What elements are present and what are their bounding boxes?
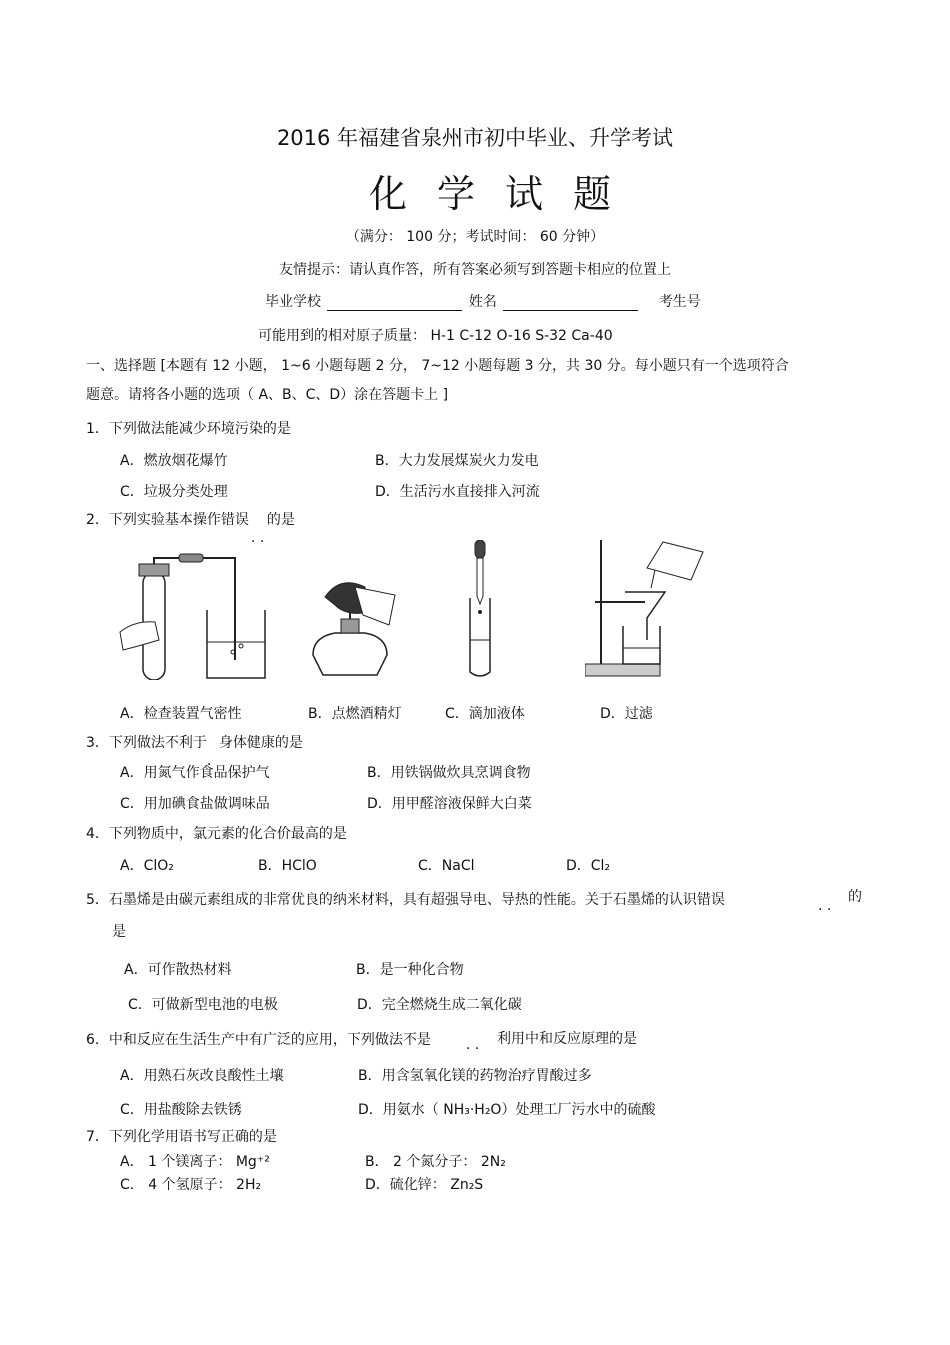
q7-option-a[interactable]: A． 1 个镁离子： Mg⁺² xyxy=(120,1154,270,1170)
q1-stem: 1．下列做法能减少环境污染的是 xyxy=(86,421,291,437)
q3-option-c[interactable]: C．用加碘食盐做调味品 xyxy=(120,796,270,812)
q4-option-c[interactable]: C．NaCl xyxy=(418,858,475,874)
subject-title: 化学试题 xyxy=(368,172,641,216)
q5-option-b[interactable]: B．是一种化合物 xyxy=(356,962,464,978)
q6-option-c[interactable]: C．用盐酸除去铁锈 xyxy=(120,1102,242,1118)
apparatus-filtration-image xyxy=(585,540,715,680)
q2-stem-text: 2．下列实验基本操作错误 xyxy=(86,512,249,528)
q3-stem-text: 3．下列做法不利于 xyxy=(86,735,207,751)
q5-option-a[interactable]: A．可作散热材料 xyxy=(124,962,232,978)
section-heading-line1: 一、选择题 [本题有 12 小题， 1~6 小题每题 2 分， 7~12 小题每题 3 分，共 30 分。每小题只有一个选项符合 xyxy=(86,358,789,374)
q4-option-d[interactable]: D．Cl₂ xyxy=(566,858,611,874)
q4-option-b[interactable]: B．HClO xyxy=(258,858,317,874)
q4-stem: 4．下列物质中，氯元素的化合价最高的是 xyxy=(86,826,347,842)
apparatus-airtightness-image xyxy=(115,550,270,680)
q7-stem: 7．下列化学用语书写正确的是 xyxy=(86,1129,277,1145)
q3-option-d[interactable]: D．用甲醛溶液保鲜大白菜 xyxy=(367,796,532,812)
q2-option-b[interactable]: B．点燃酒精灯 xyxy=(308,706,402,722)
q6-option-a[interactable]: A．用熟石灰改良酸性土壤 xyxy=(120,1068,284,1084)
school-field[interactable] xyxy=(327,296,462,311)
q1-option-c[interactable]: C．垃圾分类处理 xyxy=(120,484,228,500)
q2-option-a[interactable]: A．检查装置气密性 xyxy=(120,706,242,722)
q6-option-b[interactable]: B．用含氢氧化镁的药物治疗胃酸过多 xyxy=(358,1068,592,1084)
q6-stem: 6．中和反应在生活生产中有广泛的应用，下列做法不是 xyxy=(86,1032,431,1048)
q7-option-b[interactable]: B． 2 个氮分子： 2N₂ xyxy=(365,1154,506,1170)
q3-option-a[interactable]: A．用氮气作食品保护气 xyxy=(120,765,270,781)
q1-option-b[interactable]: B．大力发展煤炭火力发电 xyxy=(375,453,539,469)
q1-option-a[interactable]: A．燃放烟花爆竹 xyxy=(120,453,228,469)
school-label: 毕业学校 xyxy=(265,294,321,310)
q5-stem-end: 的 xyxy=(848,889,862,905)
exam-info: （满分： 100 分；考试时间： 60 分钟） xyxy=(345,229,605,245)
exam-no-label: 考生号 xyxy=(658,294,701,310)
name-field[interactable] xyxy=(503,296,638,311)
q3-stem: 3．下列做法不利于 . 身体健康的是 xyxy=(86,735,303,769)
q7-option-d[interactable]: D．硫化锌： Zn₂S xyxy=(365,1177,484,1193)
q3-stem-end: 身体健康的是 xyxy=(218,735,303,751)
q4-option-a[interactable]: A．ClO₂ xyxy=(120,858,174,874)
q6-option-d[interactable]: D．用氨水（ NH₃·H₂O）处理工厂污水中的硫酸 xyxy=(358,1102,656,1118)
apparatus-alcohol-lamp-image xyxy=(305,575,400,680)
section-heading-line2: 题意。请将各小题的选项（ A、B、C、D）涂在答题卡上 ] xyxy=(86,387,449,403)
friendly-tip: 友情提示：请认真作答，所有答案必须写到答题卡相应的位置上 xyxy=(279,262,671,278)
q3-option-b[interactable]: B．用铁锅做炊具烹调食物 xyxy=(367,765,531,781)
apparatus-dropper-image xyxy=(455,540,505,680)
q5-stem: 5．石墨烯是由碳元素组成的非常优良的纳米材料，具有超强导电、导热的性能。关于石墨烯的认识错误 xyxy=(86,892,725,908)
q2-stem-end: 的是 xyxy=(266,512,295,528)
q6-stem-end: 利用中和反应原理的是 xyxy=(497,1031,637,1047)
q2-option-d[interactable]: D．过滤 xyxy=(600,706,653,722)
exam-title: 2016 年福建省泉州市初中毕业、升学考试 xyxy=(276,126,674,150)
q2-stem: 2．下列实验基本操作错误 . . 的是 xyxy=(86,512,295,546)
atomic-mass-line: 可能用到的相对原子质量： H-1 C-12 O-16 S-32 Ca-40 xyxy=(258,328,613,344)
q7-option-c[interactable]: C． 4 个氢原子： 2H₂ xyxy=(120,1177,262,1193)
q2-option-c[interactable]: C．滴加液体 xyxy=(445,706,525,722)
q5-stem-line2: 是 xyxy=(112,924,126,940)
q1-option-d[interactable]: D．生活污水直接排入河流 xyxy=(375,484,540,500)
q6-emphasis-dots: . . xyxy=(466,1037,480,1053)
name-label: 姓名 xyxy=(468,294,497,310)
q5-option-c[interactable]: C．可做新型电池的电极 xyxy=(128,997,278,1013)
q5-option-d[interactable]: D．完全燃烧生成二氧化碳 xyxy=(357,997,522,1013)
student-info-row xyxy=(265,291,701,311)
q5-emphasis-dots: . . xyxy=(818,898,832,914)
